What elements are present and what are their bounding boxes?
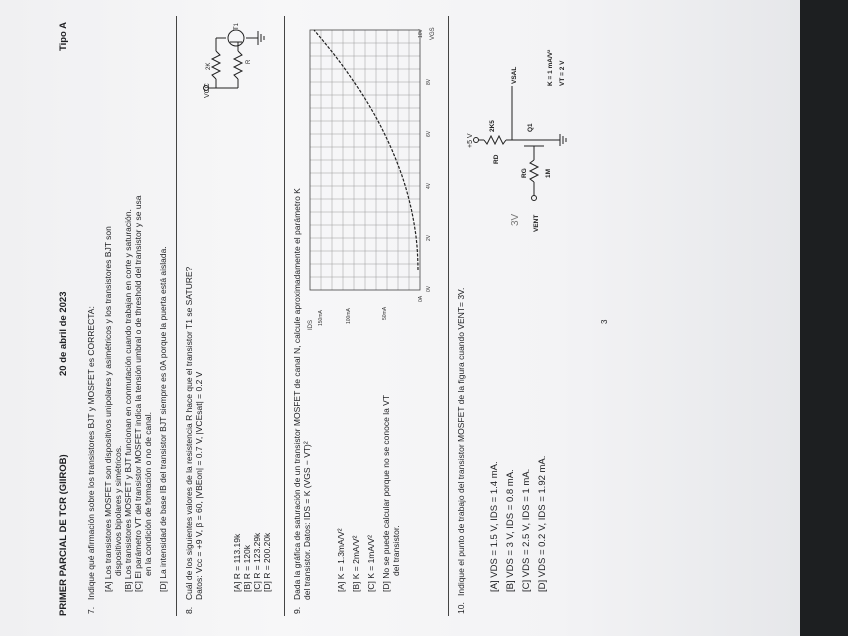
q7-text: Indique qué afirmación sobre los transistores BJT y MOSFET es CORRECTA: [86,306,96,600]
q8-option-c: [C] R = 123.29k [252,532,262,592]
q8-datos: Datos: Vcc = +9 V, β = 60, |VBEon| = 0.7 V, |VCEsat| = 0.2 V [194,371,204,600]
q9-y-tick: 0A [418,295,424,302]
q9-number: 9. [292,606,302,614]
q10-vsal-label: VSAL [511,66,518,84]
q10-k-param: K = 1 mA/V² [547,49,554,86]
q10-option-d: [D] VDS = 0.2 V, IDS = 1.92 mA. [537,455,548,592]
q8-r1-label: 2K [206,62,212,70]
q9-saturation-chart [300,16,440,336]
q9-x-tick: 8V [426,78,432,85]
q10-vt-param: VT = 2 V [559,60,566,86]
q8-option-a: [A] R = 113.19k [232,533,242,592]
q7-option-a-cont: dispositivos bipolares y simétricos. [113,445,123,576]
exam-type: Tipo A [58,22,69,52]
q10-option-a: [A] VDS = 1.5 V, IDS = 1.4 mA. [489,461,500,592]
q10-rd-value: 2K5 [489,120,496,132]
q10-vdd-label: +5 V [467,133,474,148]
q10-number: 10. [456,602,466,614]
q10-rd-label: RD [493,154,500,164]
q8-number: 8. [184,606,194,614]
q9-x-tick: 10V [418,29,424,38]
q8-vcc-label: VCC [204,83,211,98]
page-number: 3 [600,319,609,324]
q10-circuit-diagram [468,16,578,236]
q8-t1-label: T1 [234,22,240,30]
q8-r-label: R [246,59,252,64]
q7-number: 7. [86,606,96,614]
q8-option-d: [D] R = 200.20k [262,532,272,592]
q9-x-tick: 0V [426,285,432,292]
q9-option-b: [B] K = 2mA/V² [351,535,361,592]
q10-rg-label: RG [521,168,528,178]
exam-title: PRIMER PARCIAL DE TCR (GIIROB) [58,454,69,616]
exam-date: 20 de abril de 2023 [58,291,69,376]
q9-y-tick: 100mA [346,308,352,324]
q8-text: Cuál de los siguientes valores de la resistencia R hace que el transistor T1 se SATURE? [184,266,194,600]
q10-handwritten-note: 3V [510,213,521,226]
q9-x-tick: 2V [426,234,432,241]
q9-ids-curve [314,30,418,270]
q7-option-c-cont: en la condición de formación o no de canal. [143,412,153,576]
q8-option-b: [B] R = 120k [242,544,252,592]
q9-text: Dada la gráfica de saturación de un transistor MOSFET de canal N, calcule aproximadamente el parámetro K [292,188,302,600]
q9-option-c: [C] K = 1mA/V² [366,535,376,592]
q9-option-d: [D] No se puede calcular porque no se conoce la VT [381,394,391,592]
q10-vent-label: VENT [533,214,540,232]
q9-option-d-cont: del transistor. [391,525,401,576]
q9-x-tick: 4V [426,182,432,189]
q10-q1-label: Q1 [527,123,534,132]
q7-option-d: [D] La intensidad de base IB del transistor BJT siempre es 0A porque la puerta está aislada. [158,246,168,592]
q10-option-b: [B] VDS = 3 V, IDS = 0.8 mA. [505,469,516,592]
divider [448,16,449,616]
q9-y-axis-label: IDS [308,319,314,330]
q10-text: Indique el punto de trabajo del transistor MOSFET de la figura cuando VENT= 3V. [456,287,466,596]
divider [176,16,177,616]
divider [284,16,285,616]
q7-option-b: [B] Los transistores MOSFET y BJT funcionan en conmutación cuando trabajan en corte y saturación. [123,209,133,592]
q8-circuit-diagram [200,16,272,216]
q9-x-tick: 6V [426,130,432,137]
q10-rg-value: 1M [545,168,552,178]
q10-option-c: [C] VDS = 2.5 V, IDS = 1 mA. [521,468,532,592]
exam-header [58,16,74,616]
q9-text-2: del transistor. Datos: IDS = K (VGS − VT)² [302,441,312,600]
q9-y-tick: 150mA [318,310,324,326]
q7-option-c: [C] El parámetro VT del transistor MOSFET indica la tensión umbral o de threshold del transistor y se usa [133,195,143,592]
q9-y-tick: 50mA [382,306,388,320]
q9-x-axis-label: VGS [430,27,436,40]
q7-option-a: [A] Los transistores MOSFET son dispositivos unipolares y asimétricos y los transistores BJT son [103,226,113,592]
q9-option-a: [A] K = 1.3mA/V² [336,528,346,592]
